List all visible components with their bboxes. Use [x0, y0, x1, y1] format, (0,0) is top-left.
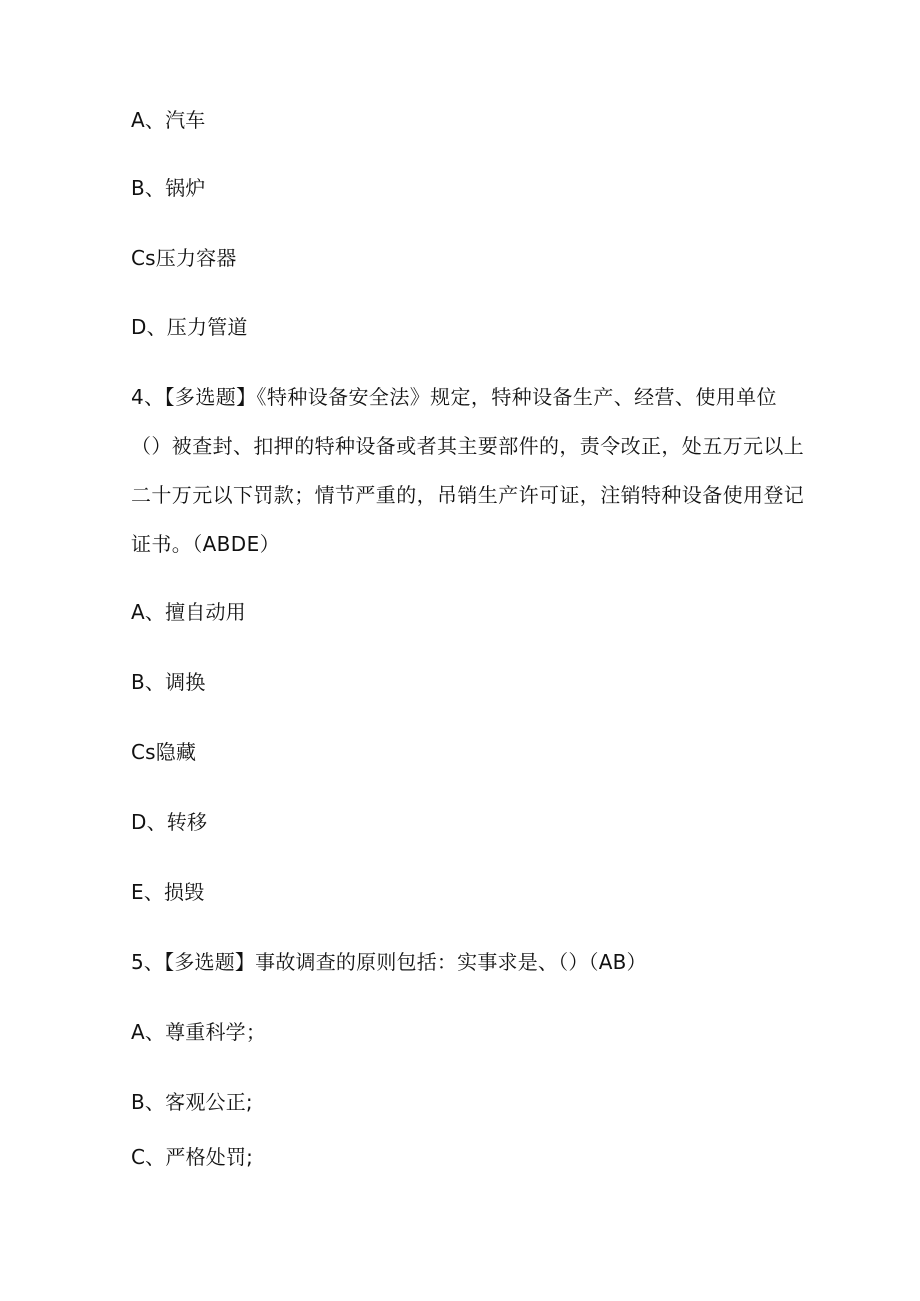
option-a: A、汽车 [131, 108, 206, 132]
option-c: C、严格处罚; [131, 1145, 254, 1169]
option-b: B、客观公正; [131, 1090, 253, 1114]
option-e: E、损毁 [131, 880, 205, 904]
question-4-line-1: 4、【多选题】《特种设备安全法》规定，特种设备生产、经营、使用单位 [131, 385, 777, 409]
option-d: D、压力管道 [131, 315, 248, 339]
option-b: B、锅炉 [131, 176, 206, 200]
question-5-stem: 5、【多选题】事故调查的原则包括：实事求是、（）（AB） [131, 950, 647, 974]
option-a: A、尊重科学； [131, 1020, 267, 1044]
option-a: A、擅自动用 [131, 600, 246, 624]
question-4 [131, 373, 805, 569]
question-4-line-2: （）被查封、扣押的特种设备或者其主要部件的，责令改正，处五万元以上 [131, 434, 805, 458]
option-b: B、调换 [131, 670, 206, 694]
option-c: Cs隐藏 [131, 740, 197, 764]
option-c: Cs压力容器 [131, 246, 237, 270]
question-4-line-3: 二十万元以下罚款；情节严重的，吊销生产许可证，注销特种设备使用登记 [131, 483, 805, 507]
option-d: D、转移 [131, 810, 208, 834]
question-4-line-4: 证书。（ABDE） [131, 532, 281, 556]
